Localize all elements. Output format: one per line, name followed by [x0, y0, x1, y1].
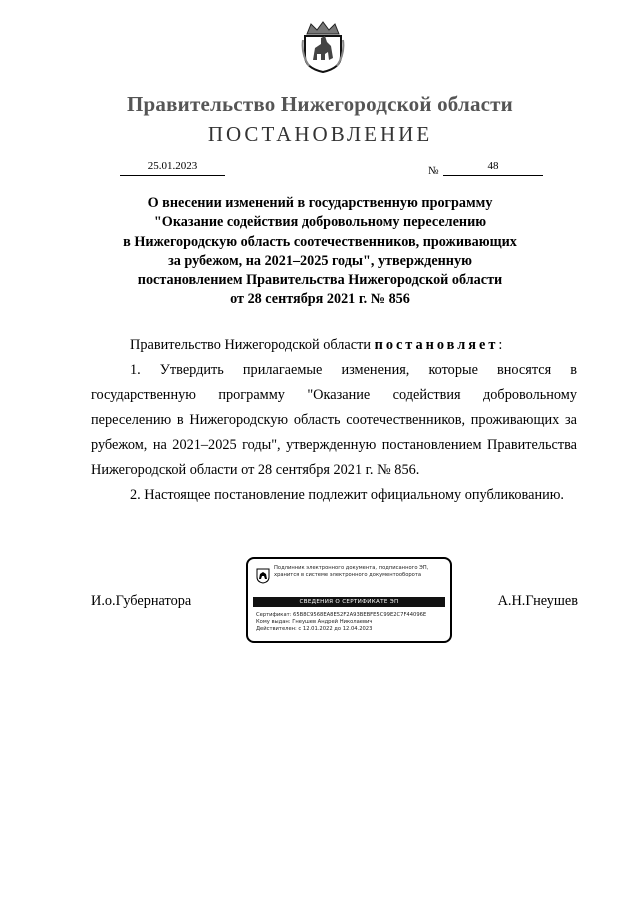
stamp-header-line: хранится в системе электронного документооборота: [274, 571, 422, 578]
title-line: "Оказание содействия добровольному переселению: [153, 214, 487, 231]
electronic-signature-stamp: [246, 557, 452, 643]
title-line: постановлением Правительства Нижегородской области: [137, 272, 503, 289]
stamp-header: [274, 565, 450, 578]
document-title: [90, 194, 550, 310]
item-2: 2. Настоящее постановление подлежит официальному опубликованию.: [130, 487, 565, 503]
title-line: в Нижегородскую область соотечественников, проживающих: [123, 233, 517, 250]
coat-of-arms-emblem: [301, 20, 345, 74]
document-number: 48: [487, 160, 499, 172]
certificate-validity: Действителен: с 12.01.2022 до 12.04.2023: [256, 626, 373, 632]
item-1: 1. Утвердить прилагаемые изменения, которые вносятся в государственную программу "Оказание содействия добровольному переселению в Нижегородскую область соотечественников, проживающих за рубежом, на 2021–2025 годы", утвержденную постановлением Правительства Нижегородской области от 28 сентября 2021 г. № 856.: [91, 362, 577, 478]
signatory-title: И.о.Губернатора: [91, 593, 192, 609]
preamble-lead: Правительство Нижегородской области: [130, 337, 375, 353]
title-line: О внесении изменений в государственную программу: [147, 195, 493, 211]
number-underline: [443, 175, 543, 176]
preamble-colon: :: [498, 337, 503, 353]
date-underline: [120, 175, 225, 176]
document-date: 25.01.2023: [147, 160, 198, 172]
certificate-owner: Кому выдан: Гнеушев Андрей Николаевич: [256, 619, 373, 625]
document-body: [91, 333, 577, 508]
preamble-resolves: постановляет: [374, 337, 499, 353]
number-sign: №: [428, 165, 439, 177]
organization-name: Правительство Нижегородской области: [127, 92, 513, 116]
stamp-header-line: Подлинник электронного документа, подписанного ЭП,: [274, 565, 429, 571]
preamble: [91, 333, 577, 358]
signatory-name: А.Н.Гнеушев: [497, 593, 578, 609]
document-type: ПОСТАНОВЛЕНИЕ: [207, 122, 433, 146]
title-line: от 28 сентября 2021 г. № 856: [230, 291, 410, 308]
title-line: за рубежом, на 2021–2025 годы", утвержденную: [168, 252, 472, 269]
certificate-id: Сертификат: 65B8C9568EA8E52F2A93BEBFE5C99E2C7F44096E: [256, 612, 427, 618]
emblem-icon: [256, 566, 270, 584]
stamp-band: СВЕДЕНИЯ О СЕРТИФИКАТЕ ЭП: [253, 597, 445, 607]
